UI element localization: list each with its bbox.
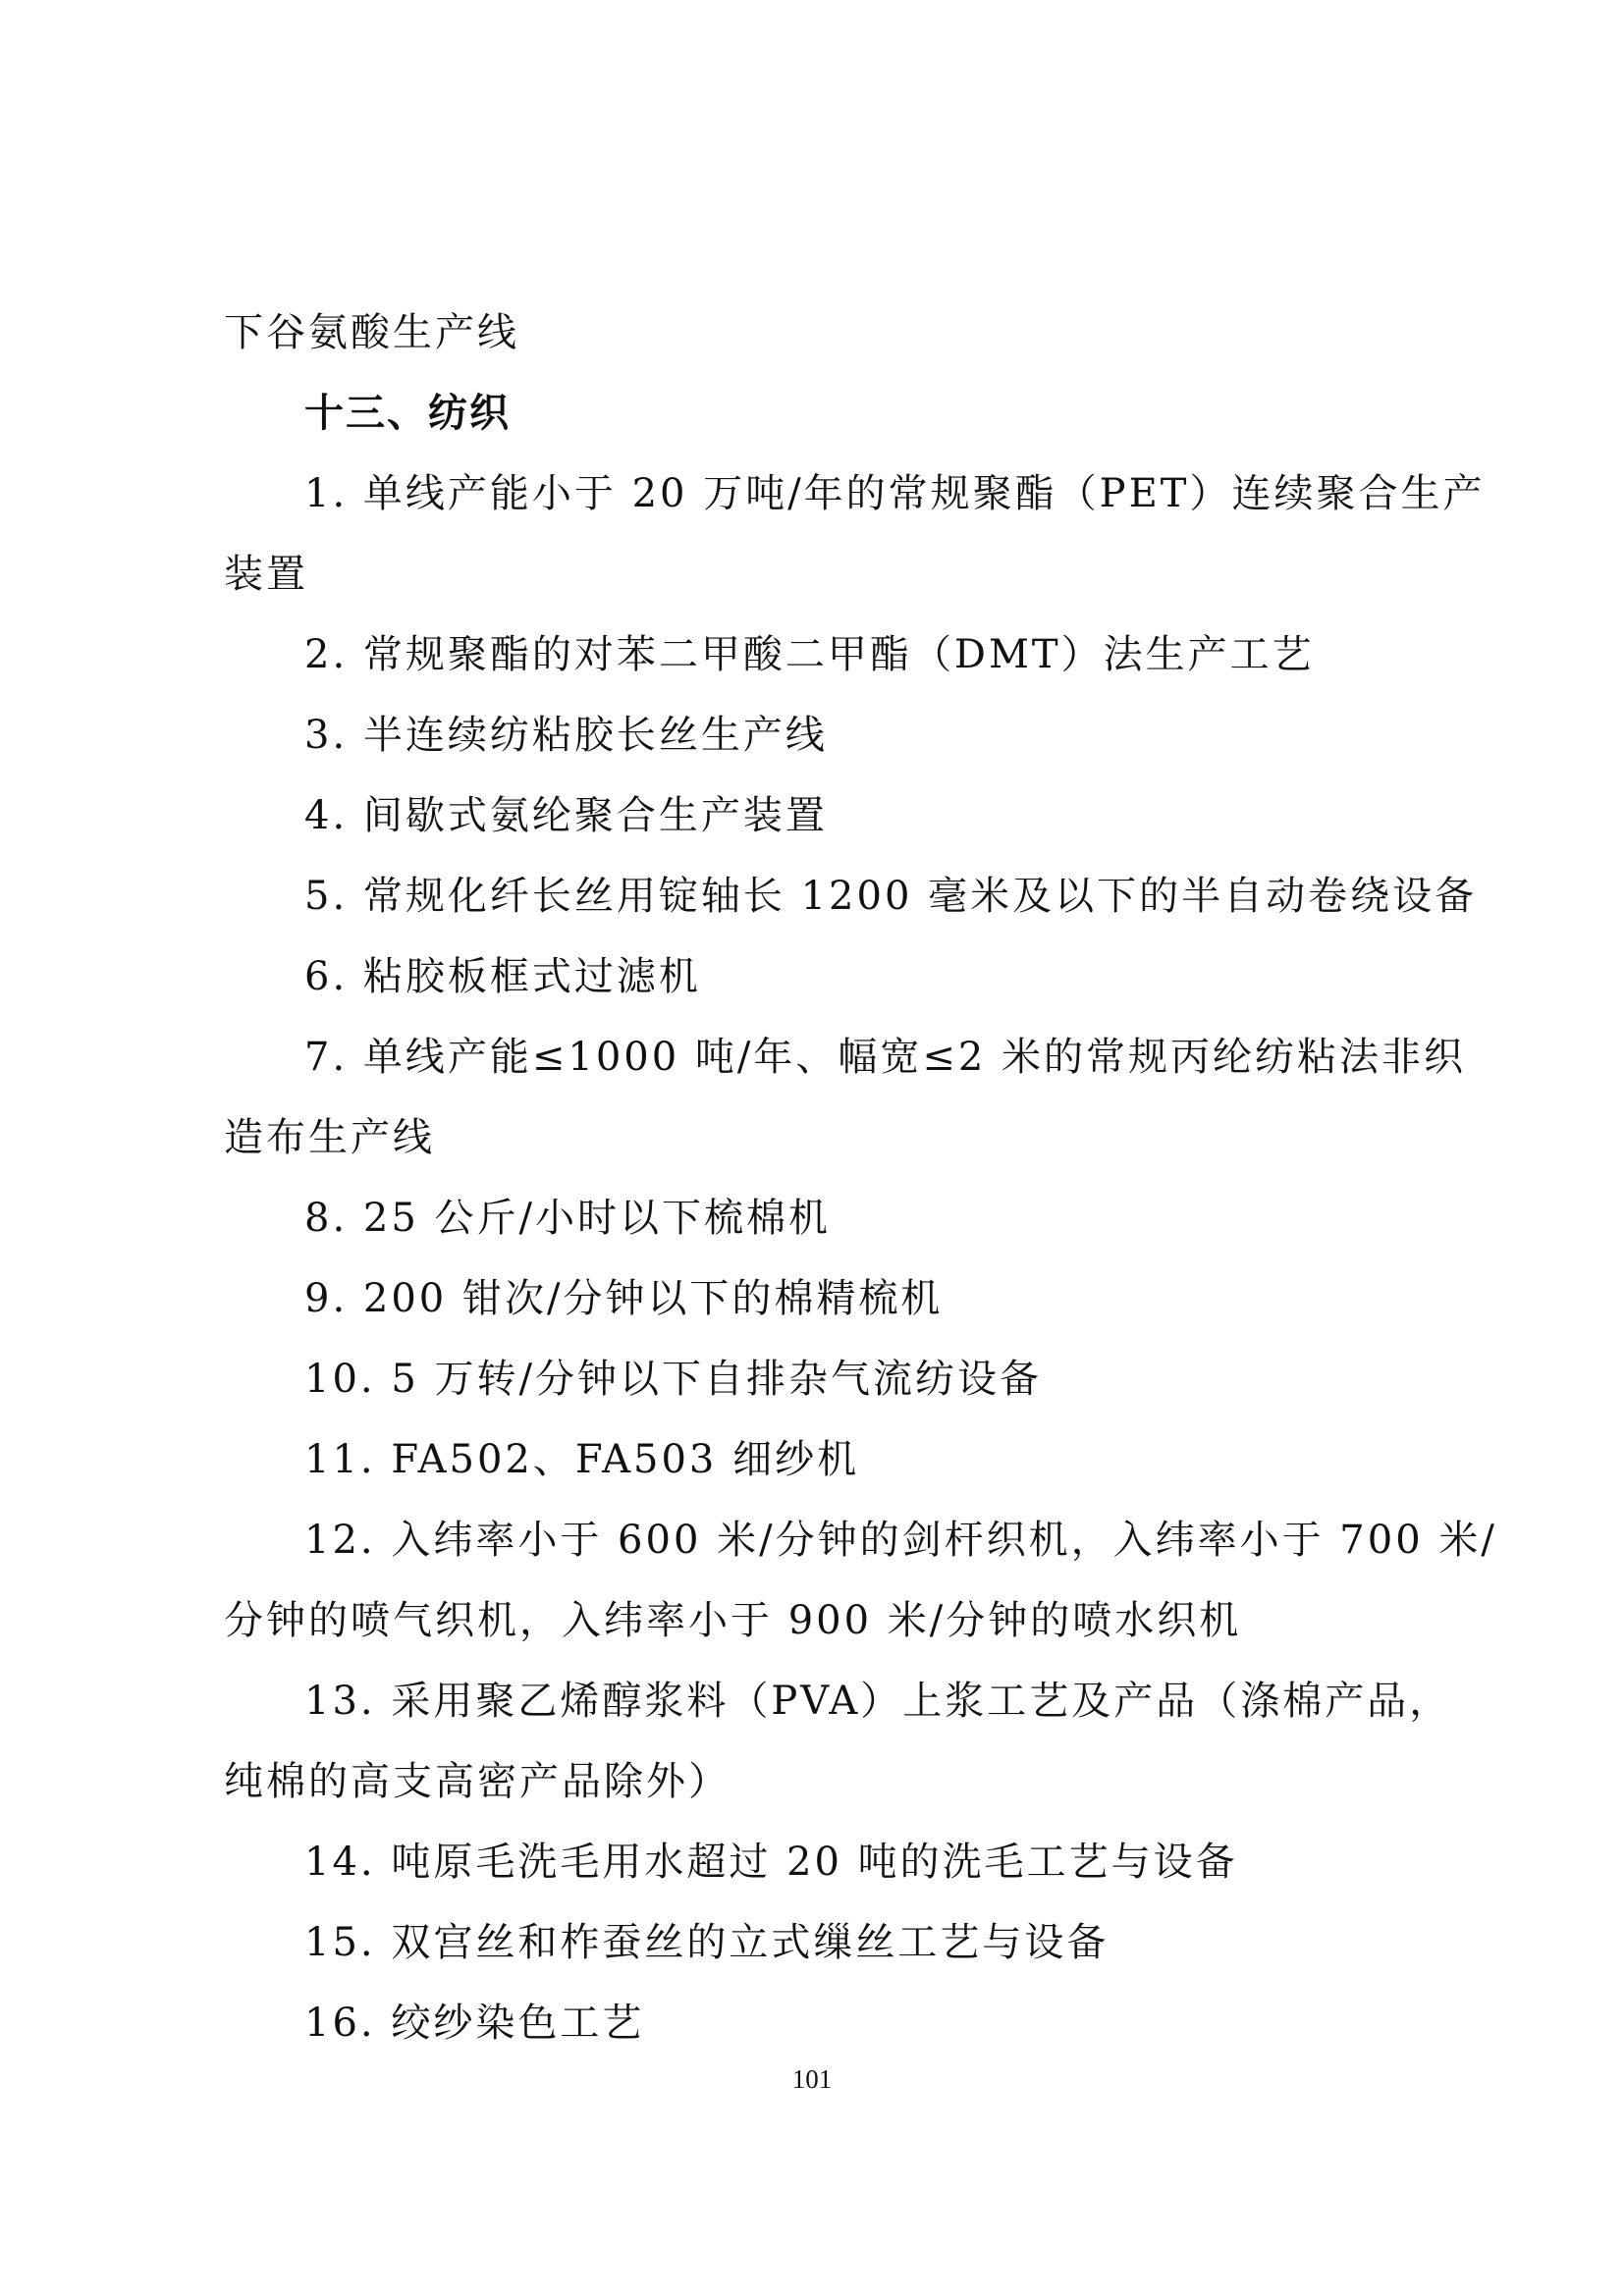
page-number: 101 <box>791 2064 833 2094</box>
list-item-15: 15. 双宫丝和柞蚕丝的立式缫丝工艺与设备 <box>304 1920 1110 1965</box>
list-item-12: 12. 入纬率小于 600 米/分钟的剑杆织机，入纬率小于 700 米/ <box>304 1518 1497 1563</box>
text-line-continuation: 下谷氨酸生产线 <box>224 310 519 355</box>
list-item-9: 9. 200 钳次/分钟以下的棉精梳机 <box>304 1276 944 1321</box>
list-item-13-continuation: 纯棉的高支高密产品除外） <box>224 1759 731 1804</box>
list-item-16: 16. 绞纱染色工艺 <box>304 2001 645 2046</box>
list-item-11: 11. FA502、FA503 细纱机 <box>304 1437 860 1482</box>
list-item-4: 4. 间歇式氨纶聚合生产装置 <box>304 793 828 838</box>
list-item-1: 1. 单线产能小于 20 万吨/年的常规聚酯（PET）连续聚合生产 <box>304 471 1486 516</box>
list-item-2: 2. 常规聚酯的对苯二甲酸二甲酯（DMT）法生产工艺 <box>304 632 1315 677</box>
list-item-1-continuation: 装置 <box>224 552 308 597</box>
list-item-5: 5. 常规化纤长丝用锭轴长 1200 毫米及以下的半自动卷绕设备 <box>304 874 1478 919</box>
list-item-7: 7. 单线产能≤1000 吨/年、幅宽≤2 米的常规丙纶纺粘法非织 <box>304 1035 1467 1080</box>
list-item-10: 10. 5 万转/分钟以下自排杂气流纺设备 <box>304 1357 1042 1402</box>
document-body <box>224 293 1497 2063</box>
section-heading: 十三、纺织 <box>304 391 511 436</box>
list-item-13: 13. 采用聚乙烯醇浆料（PVA）上浆工艺及产品（涤棉产品， <box>304 1679 1452 1724</box>
list-item-12-continuation: 分钟的喷气织机，入纬率小于 900 米/分钟的喷水织机 <box>224 1598 1242 1643</box>
list-item-3: 3. 半连续纺粘胶长丝生产线 <box>304 713 828 758</box>
list-item-8: 8. 25 公斤/小时以下梳棉机 <box>304 1196 831 1241</box>
list-item-14: 14. 吨原毛洗毛用水超过 20 吨的洗毛工艺与设备 <box>304 1840 1238 1885</box>
list-item-6: 6. 粘胶板框式过滤机 <box>304 954 701 999</box>
list-item-7-continuation: 造布生产线 <box>224 1115 435 1160</box>
